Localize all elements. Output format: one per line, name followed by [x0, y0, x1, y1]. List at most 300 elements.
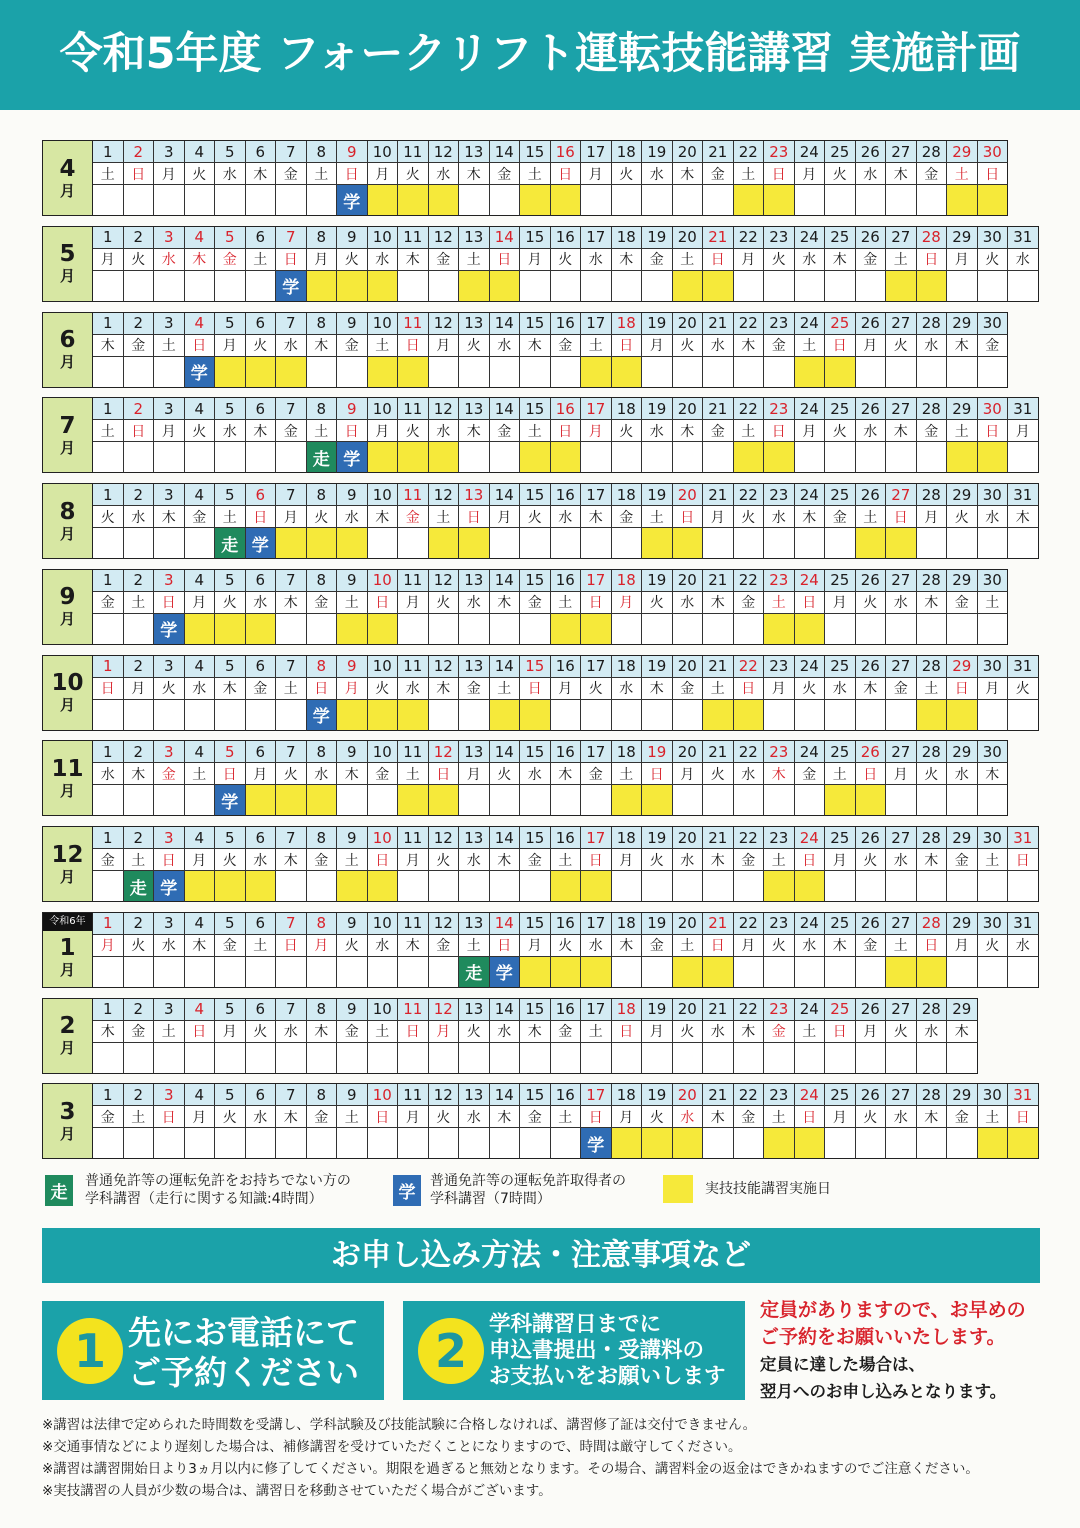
practical-training-cell — [795, 871, 826, 902]
holiday-day-number: 23 — [764, 570, 795, 592]
holiday-weekday: 日 — [490, 249, 521, 271]
holiday-weekday: 日 — [612, 1021, 643, 1043]
holiday-day-number: 18 — [612, 999, 643, 1021]
holiday-day-number: 24 — [795, 827, 826, 849]
weekday: 水 — [124, 506, 155, 528]
schedule-cell — [246, 700, 277, 731]
day-number: 22 — [734, 1084, 765, 1106]
month-label — [43, 398, 93, 473]
weekday: 月 — [825, 592, 856, 614]
weekday: 土 — [764, 849, 795, 871]
practical-training-cell — [337, 700, 368, 731]
weekday: 火 — [551, 935, 582, 957]
schedule-cell — [215, 271, 246, 302]
schedule-cell — [886, 700, 917, 731]
weekday: 木 — [917, 592, 948, 614]
schedule-cell — [673, 700, 704, 731]
weekday: 水 — [703, 1021, 734, 1043]
holiday-weekday: 日 — [1008, 1106, 1039, 1128]
weekday: 月 — [642, 335, 673, 357]
day-number: 17 — [581, 741, 612, 763]
month-block — [42, 226, 1039, 302]
weekday: 水 — [276, 335, 307, 357]
practical-training-cell — [337, 871, 368, 902]
day-number: 25 — [825, 827, 856, 849]
schedule-cell — [856, 614, 887, 645]
weekday: 金 — [917, 163, 948, 185]
schedule-cell — [93, 700, 124, 731]
weekday: 土 — [673, 249, 704, 271]
day-number: 1 — [93, 570, 124, 592]
weekday: 金 — [490, 420, 521, 442]
day-number: 27 — [886, 999, 917, 1021]
weekday: 火 — [154, 678, 185, 700]
schedule-cell — [154, 700, 185, 731]
schedule-cell — [429, 957, 460, 988]
schedule-cell — [490, 614, 521, 645]
day-number: 24 — [795, 741, 826, 763]
schedule-cell — [673, 785, 704, 816]
session-mark: 学 — [160, 878, 178, 899]
day-number: 8 — [307, 398, 338, 420]
practical-training-cell — [368, 871, 399, 902]
weekday: 金 — [673, 678, 704, 700]
session-mark: 走 — [221, 535, 239, 556]
schedule-cell — [368, 785, 399, 816]
schedule-cell — [642, 271, 673, 302]
weekday: 火 — [947, 506, 978, 528]
schedule-cell — [642, 700, 673, 731]
day-number: 22 — [734, 913, 765, 935]
day-number: 11 — [398, 398, 429, 420]
day-number: 17 — [581, 999, 612, 1021]
day-number: 29 — [947, 398, 978, 420]
holiday-weekday: 月 — [93, 935, 124, 957]
month-number: 12 — [51, 841, 84, 868]
weekday: 土 — [307, 163, 338, 185]
holiday-weekday: 日 — [581, 592, 612, 614]
schedule-cell — [429, 871, 460, 902]
day-number: 4 — [185, 570, 216, 592]
practical-training-cell — [429, 528, 460, 559]
schedule-cell — [795, 271, 826, 302]
weekday: 月 — [459, 763, 490, 785]
weekday: 土 — [886, 249, 917, 271]
holiday-day-number: 3 — [154, 741, 185, 763]
holiday-day-number: 13 — [459, 484, 490, 506]
weekday: 木 — [917, 849, 948, 871]
schedule-cell — [459, 614, 490, 645]
practical-training-cell — [368, 185, 399, 216]
schedule-cell — [886, 614, 917, 645]
schedule-cell — [154, 785, 185, 816]
schedule-cell — [520, 871, 551, 902]
schedule-cell — [124, 528, 155, 559]
day-number: 26 — [856, 1084, 887, 1106]
day-number: 17 — [581, 484, 612, 506]
legend-practical — [663, 1175, 831, 1203]
schedule-cell — [764, 528, 795, 559]
weekday: 金 — [734, 849, 765, 871]
weekday: 土 — [337, 1106, 368, 1128]
month-number: 11 — [51, 755, 84, 782]
schedule-cell — [459, 871, 490, 902]
day-number: 31 — [1008, 656, 1039, 678]
holiday-day-number: 25 — [825, 999, 856, 1021]
weekday: 水 — [1008, 935, 1039, 957]
day-number: 20 — [673, 741, 704, 763]
weekday: 火 — [459, 1021, 490, 1043]
footnote: ※実技講習の人員が少数の場合は、講習日を移動させていただく場合がございます。 — [42, 1483, 552, 1499]
schedule-cell — [154, 528, 185, 559]
schedule-cell — [734, 528, 765, 559]
weekday: 金 — [764, 335, 795, 357]
schedule-cell — [612, 442, 643, 473]
weekday: 火 — [429, 1106, 460, 1128]
day-number: 29 — [947, 313, 978, 335]
step-line: 先にお電話にて — [128, 1313, 359, 1352]
weekday: 土 — [734, 163, 765, 185]
legend-drive-text — [85, 1172, 351, 1208]
weekday: 木 — [551, 763, 582, 785]
holiday-day-number: 15 — [520, 656, 551, 678]
holiday-weekday: 月 — [581, 420, 612, 442]
holiday-day-number: 19 — [642, 741, 673, 763]
schedule-cell — [337, 1043, 368, 1074]
month-unit: 月 — [59, 781, 75, 800]
weekday: 土 — [93, 420, 124, 442]
session-mark: 走 — [129, 878, 147, 899]
month-number: 2 — [59, 1013, 76, 1039]
day-number: 31 — [1008, 913, 1039, 935]
day-number: 4 — [185, 398, 216, 420]
weekday: 水 — [917, 335, 948, 357]
holiday-day-number: 23 — [764, 141, 795, 163]
weekday: 金 — [703, 163, 734, 185]
day-number: 30 — [978, 484, 1009, 506]
holiday-day-number: 20 — [673, 1084, 704, 1106]
day-number: 7 — [276, 398, 307, 420]
weekday: 火 — [856, 592, 887, 614]
month-unit: 月 — [59, 353, 75, 371]
practical-training-cell — [276, 785, 307, 816]
day-number: 6 — [246, 656, 277, 678]
holiday-day-number: 31 — [1008, 827, 1039, 849]
schedule-cell — [856, 1043, 887, 1074]
weekday: 金 — [917, 420, 948, 442]
day-number: 5 — [215, 1084, 246, 1106]
legend-study-line: 学科講習（7時間） — [430, 1191, 551, 1207]
day-number: 14 — [490, 398, 521, 420]
weekday: 金 — [429, 249, 460, 271]
session-mark: 学 — [312, 707, 330, 727]
holiday-weekday: 日 — [124, 420, 155, 442]
schedule-cell — [642, 957, 673, 988]
day-number: 9 — [337, 570, 368, 592]
schedule-cell — [154, 1043, 185, 1074]
weekday: 土 — [856, 506, 887, 528]
weekday: 水 — [795, 249, 826, 271]
schedule-cell — [612, 528, 643, 559]
weekday: 月 — [581, 163, 612, 185]
weekday: 月 — [185, 592, 216, 614]
holiday-weekday: 土 — [947, 163, 978, 185]
holiday-weekday: 日 — [734, 678, 765, 700]
schedule-cell — [93, 357, 124, 388]
day-number: 23 — [764, 913, 795, 935]
legend-drive — [45, 1172, 351, 1208]
day-number: 11 — [398, 227, 429, 249]
holiday-weekday: 日 — [337, 163, 368, 185]
schedule-cell — [490, 528, 521, 559]
day-number: 18 — [612, 484, 643, 506]
schedule-cell — [124, 700, 155, 731]
day-number: 30 — [978, 313, 1009, 335]
weekday: 月 — [490, 506, 521, 528]
schedule-cell — [154, 185, 185, 216]
practical-training-cell — [673, 957, 704, 988]
day-number: 14 — [490, 827, 521, 849]
schedule-cell — [917, 785, 948, 816]
schedule-cell — [795, 1043, 826, 1074]
day-number: 5 — [215, 570, 246, 592]
weekday: 木 — [246, 420, 277, 442]
weekday: 木 — [795, 506, 826, 528]
weekday: 月 — [856, 1021, 887, 1043]
day-number: 31 — [1008, 398, 1039, 420]
schedule-cell — [124, 957, 155, 988]
weekday: 木 — [734, 335, 765, 357]
day-number: 28 — [917, 570, 948, 592]
schedule-cell — [825, 185, 856, 216]
day-number: 22 — [734, 141, 765, 163]
practical-training-cell — [581, 357, 612, 388]
day-number: 10 — [368, 741, 399, 763]
weekday: 土 — [93, 163, 124, 185]
day-number: 22 — [734, 999, 765, 1021]
weekday: 水 — [429, 420, 460, 442]
weekday: 金 — [185, 506, 216, 528]
holiday-day-number: 17 — [581, 570, 612, 592]
holiday-day-number: 28 — [917, 227, 948, 249]
day-number: 17 — [581, 313, 612, 335]
holiday-day-number: 6 — [246, 484, 277, 506]
practical-training-cell — [947, 442, 978, 473]
weekday: 金 — [307, 1106, 338, 1128]
day-number: 25 — [825, 1084, 856, 1106]
weekday: 土 — [429, 506, 460, 528]
weekday: 木 — [825, 249, 856, 271]
weekday: 土 — [673, 935, 704, 957]
holiday-day-number: 12 — [429, 741, 460, 763]
weekday: 木 — [429, 678, 460, 700]
weekday: 火 — [307, 506, 338, 528]
weekday: 金 — [612, 506, 643, 528]
schedule-cell — [856, 1128, 887, 1159]
practical-training-cell — [398, 185, 429, 216]
weekday: 金 — [93, 1106, 124, 1128]
weekday: 水 — [154, 935, 185, 957]
session-mark: 走 — [312, 449, 330, 470]
day-number: 8 — [307, 227, 338, 249]
practical-training-cell — [368, 271, 399, 302]
practical-training-cell — [612, 1128, 643, 1159]
weekday: 水 — [764, 506, 795, 528]
weekday: 土 — [734, 420, 765, 442]
weekday: 金 — [246, 678, 277, 700]
day-number: 29 — [947, 999, 978, 1021]
holiday-weekday: 日 — [185, 335, 216, 357]
day-number: 11 — [398, 741, 429, 763]
day-number: 29 — [947, 827, 978, 849]
schedule-cell — [368, 1128, 399, 1159]
weekday: 金 — [520, 849, 551, 871]
session-mark: 走 — [465, 964, 483, 985]
schedule-cell — [978, 614, 1009, 645]
day-number: 18 — [612, 913, 643, 935]
holiday-day-number: 16 — [551, 398, 582, 420]
day-number: 25 — [825, 570, 856, 592]
day-number: 10 — [368, 999, 399, 1021]
day-number: 13 — [459, 827, 490, 849]
schedule-cell — [337, 1128, 368, 1159]
practical-training-cell — [490, 700, 521, 731]
day-number: 15 — [520, 999, 551, 1021]
holiday-day-number: 17 — [581, 827, 612, 849]
practical-training-cell — [795, 357, 826, 388]
holiday-day-number: 17 — [581, 1084, 612, 1106]
schedule-cell — [703, 442, 734, 473]
day-number: 7 — [276, 570, 307, 592]
weekday: 月 — [612, 1106, 643, 1128]
weekday: 月 — [612, 849, 643, 871]
day-number: 9 — [337, 999, 368, 1021]
practical-training-cell — [551, 614, 582, 645]
day-number: 20 — [673, 227, 704, 249]
schedule-cell — [459, 785, 490, 816]
schedule-cell — [490, 1043, 521, 1074]
practical-training-cell — [581, 871, 612, 902]
day-number: 25 — [825, 484, 856, 506]
month-number: 6 — [59, 327, 76, 353]
weekday: 木 — [825, 935, 856, 957]
day-number: 6 — [246, 827, 277, 849]
day-number: 14 — [490, 656, 521, 678]
schedule-cell — [673, 1043, 704, 1074]
schedule-cell — [398, 614, 429, 645]
weekday: 土 — [398, 763, 429, 785]
weekday: 金 — [459, 678, 490, 700]
schedule-cell — [520, 271, 551, 302]
day-number: 24 — [795, 313, 826, 335]
month-block — [42, 655, 1039, 731]
holiday-weekday: 日 — [490, 935, 521, 957]
schedule-cell — [612, 614, 643, 645]
practical-training-cell — [673, 1128, 704, 1159]
weekday: 火 — [368, 678, 399, 700]
day-number: 26 — [856, 570, 887, 592]
weekday: 木 — [276, 849, 307, 871]
holiday-weekday: 日 — [917, 935, 948, 957]
schedule-cell — [917, 614, 948, 645]
schedule-cell — [886, 1043, 917, 1074]
weekday: 木 — [734, 1021, 765, 1043]
schedule-cell — [398, 957, 429, 988]
schedule-cell — [703, 1128, 734, 1159]
weekday: 木 — [947, 1021, 978, 1043]
schedule-cell — [856, 700, 887, 731]
schedule-cell — [459, 442, 490, 473]
holiday-weekday: 日 — [551, 420, 582, 442]
schedule-cell — [947, 528, 978, 559]
weekday: 月 — [93, 249, 124, 271]
holiday-day-number: 17 — [581, 398, 612, 420]
day-number: 29 — [947, 570, 978, 592]
day-number: 1 — [93, 999, 124, 1021]
practical-training-cell — [459, 271, 490, 302]
schedule-cell — [124, 1128, 155, 1159]
holiday-weekday: 金 — [215, 249, 246, 271]
weekday: 木 — [886, 420, 917, 442]
schedule-cell — [581, 442, 612, 473]
session-mark: 学 — [495, 964, 513, 985]
holiday-day-number: 26 — [856, 741, 887, 763]
weekday: 金 — [703, 420, 734, 442]
schedule-cell — [978, 271, 1009, 302]
practical-training-cell — [703, 700, 734, 731]
holiday-day-number: 23 — [764, 398, 795, 420]
weekday: 月 — [673, 763, 704, 785]
day-number: 5 — [215, 398, 246, 420]
schedule-cell — [917, 528, 948, 559]
month-number: 3 — [59, 1098, 76, 1125]
practical-training-cell — [246, 357, 277, 388]
schedule-cell — [612, 271, 643, 302]
day-number: 7 — [276, 999, 307, 1021]
weekday: 土 — [520, 420, 551, 442]
weekday: 金 — [734, 1106, 765, 1128]
footnote: ※講習は法律で定められた時間数を受講し、学科試験及び技能試験に合格しなければ、講習修了証は交付できません。 — [42, 1417, 757, 1433]
holiday-day-number: 7 — [276, 913, 307, 935]
practical-training-cell — [978, 442, 1009, 473]
holiday-weekday: 日 — [581, 1106, 612, 1128]
practical-training-cell — [886, 271, 917, 302]
weekday: 水 — [246, 592, 277, 614]
weekday: 火 — [337, 935, 368, 957]
practical-training-cell — [551, 957, 582, 988]
schedule-cell — [947, 271, 978, 302]
practical-training-cell — [490, 271, 521, 302]
weekday: 土 — [368, 1021, 399, 1043]
holiday-day-number: 11 — [398, 999, 429, 1021]
day-number: 18 — [612, 741, 643, 763]
weekday: 木 — [398, 249, 429, 271]
day-number: 4 — [185, 656, 216, 678]
weekday: 金 — [520, 592, 551, 614]
weekday: 金 — [551, 335, 582, 357]
weekday: 木 — [612, 249, 643, 271]
schedule-cell — [520, 1043, 551, 1074]
holiday-day-number: 2 — [124, 141, 155, 163]
schedule-cell — [93, 871, 124, 902]
schedule-cell — [856, 871, 887, 902]
weekday: 月 — [520, 935, 551, 957]
weekday: 土 — [307, 420, 338, 442]
day-number: 10 — [368, 913, 399, 935]
holiday-weekday: 月 — [429, 1021, 460, 1043]
weekday: 月 — [703, 506, 734, 528]
day-number: 28 — [917, 827, 948, 849]
